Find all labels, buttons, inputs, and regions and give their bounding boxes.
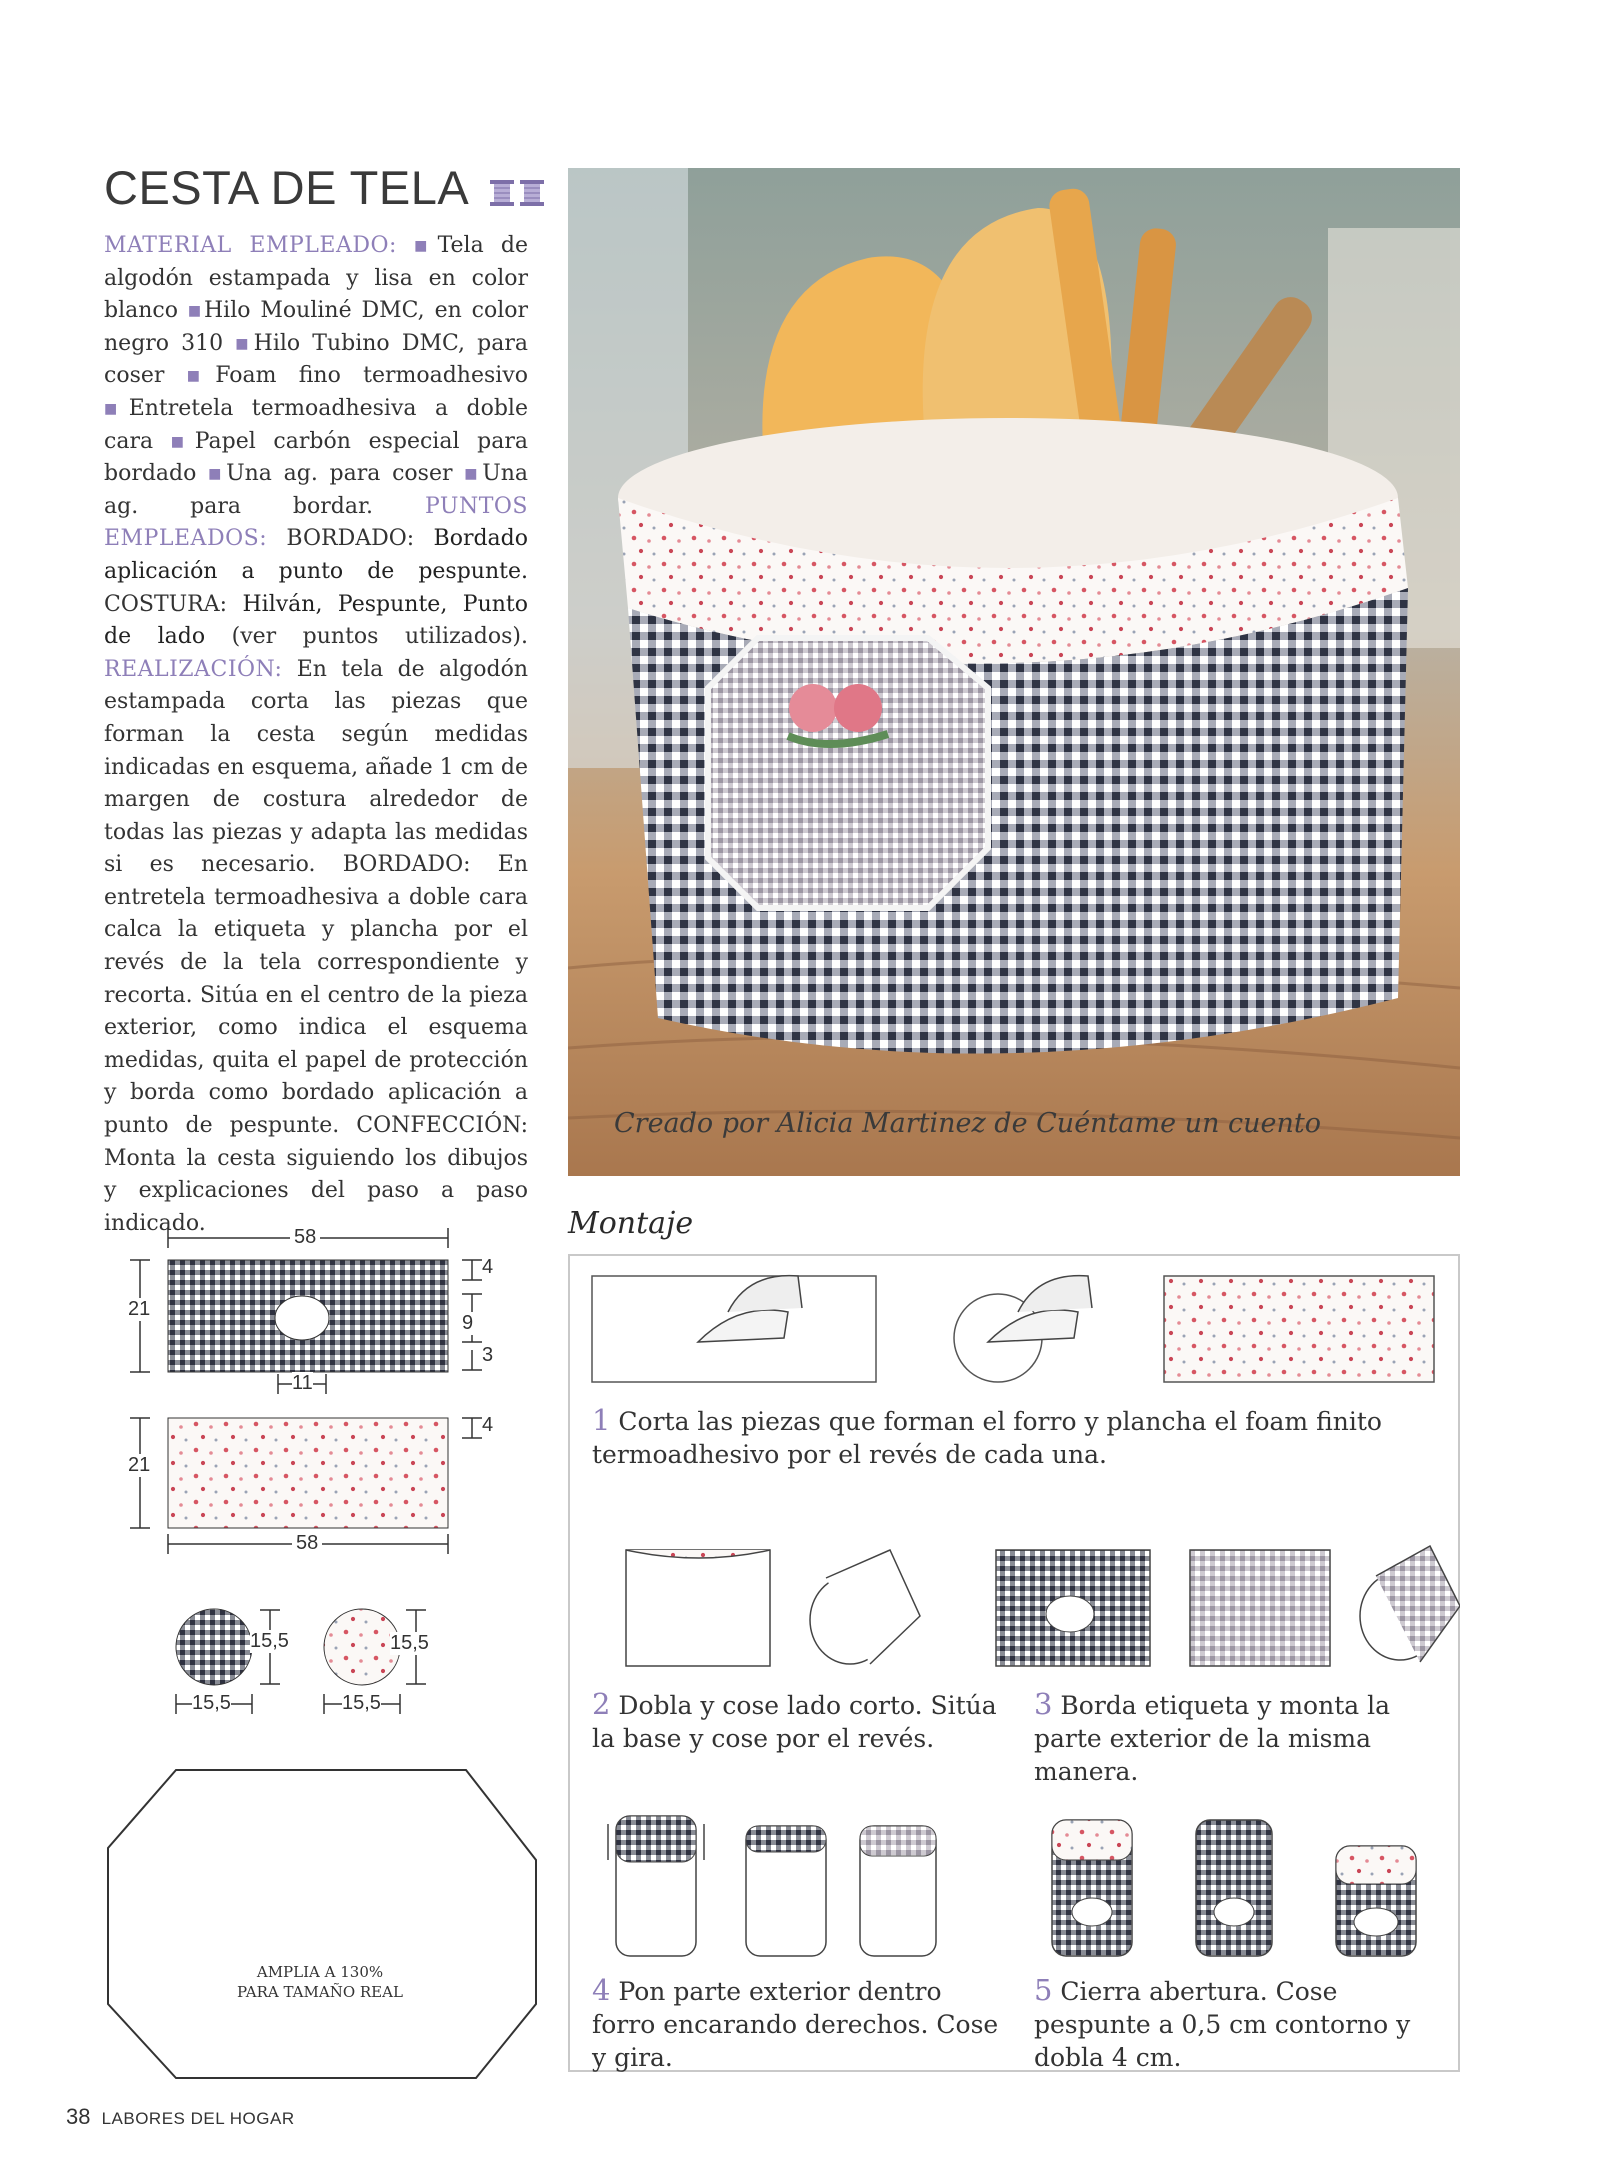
lining-fabric-piece (168, 1418, 448, 1528)
step-number: 3 (1034, 1687, 1053, 1721)
material-item: Foam fino termoadhesivo (215, 363, 528, 389)
step-number: 4 (592, 1973, 611, 2007)
dim-label-width: 11 (292, 1372, 313, 1394)
dim-base-lining-diameter: 15,5 (342, 1692, 381, 1714)
material-item: Papel carbón especial para bordado (104, 428, 528, 487)
material-label: MATERIAL EMPLEADO: (104, 233, 397, 258)
enlarge-note-line: PARA TAMAÑO REAL (237, 1983, 403, 2001)
page-number: 38 (66, 2104, 91, 2129)
enlarge-note (160, 1962, 480, 2002)
dim-outer-width: 58 (290, 1226, 320, 1249)
thread-spools-icon (488, 164, 546, 219)
bullet-square-icon: ■ (104, 400, 129, 417)
dim-base-lining-height: 15,5 (390, 1632, 429, 1654)
step-number: 1 (592, 1403, 611, 1437)
step-text: Dobla y cose lado corto. Sitúa la base y cose por el revés. (592, 1691, 997, 1753)
material-item: Hilo Mouliné DMC, en color negro 310 (104, 298, 528, 356)
realizacion-label: REALIZACIÓN: (104, 656, 283, 682)
step-text: Borda etiqueta y monta la parte exterior de la misma manera. (1034, 1691, 1390, 1786)
dim-label-bottom: 3 (482, 1344, 494, 1366)
bullet-square-icon: ■ (235, 335, 254, 352)
label-template-outline (100, 1764, 540, 2084)
enlarge-note-line: AMPLIA A 130% (256, 1963, 384, 1981)
lining-base-circle (324, 1609, 400, 1685)
step-text: Pon parte exterior dentro forro encarando derechos. Cose y gira. (592, 1977, 999, 2072)
basket-photo (568, 168, 1460, 1176)
material-item: Hilo Tubino DMC, para coser (104, 330, 528, 389)
dim-outer-height: 21 (128, 1298, 151, 1320)
realizacion-text: En tela de algodón estampada corta las piezas que forman la cesta según medidas indicadas en esquema, añade 1 cm de margen de costura alrededor de todas las piezas y adapta las medidas si es necesario. BORDADO: En entretela termoadhesiva a doble cara calca la etiqueta y plancha por el revés de la tela correspondiente y recorta. Sitúa en el centro de la pieza exterior, como indica el esquema medidas, quita el papel de protección y borda como bordado aplicación a punto de pespunte. CONFECCIÓN: Monta la cesta siguiendo los dibujos y explicaciones del paso a paso indicado. (104, 656, 528, 1236)
material-item: Tela de algodón estampada y lisa en color blanco (104, 233, 528, 324)
dim-label-top: 4 (482, 1256, 494, 1278)
bullet-square-icon: ■ (414, 238, 438, 254)
step-5 (1034, 1974, 1444, 2074)
dim-base-outer-diameter: 15,5 (192, 1692, 231, 1714)
montaje-title: Montaje (568, 1206, 694, 1241)
dim-lining-height: 21 (128, 1454, 151, 1476)
bullet-square-icon: ■ (170, 433, 195, 450)
step-2-3-illustration (600, 1536, 1460, 1680)
bordado-label: BORDADO: (286, 526, 415, 552)
step-text: Cierra abertura. Cose pespunte a 0,5 cm contorno y dobla 4 cm. (1034, 1977, 1411, 2072)
pattern-diagram (100, 1210, 540, 1740)
puntos-label: PUNTOS EMPLEADOS: (104, 493, 528, 552)
label-oval (275, 1296, 329, 1340)
dim-label-height: 9 (462, 1312, 474, 1334)
step-3 (1034, 1688, 1444, 1788)
bullet-square-icon: ■ (208, 466, 227, 483)
material-item: Entretela termoadhesiva a doble cara (104, 395, 528, 454)
puntos-note: (ver puntos utilizados). (231, 624, 528, 650)
material-item: Una ag. para coser (226, 461, 453, 487)
dim-lining-width: 58 (292, 1532, 322, 1555)
step-number: 2 (592, 1687, 611, 1721)
page-title-text: CESTA DE TELA (104, 161, 467, 214)
page-footer (66, 2104, 295, 2130)
costura-label: COSTURA: (104, 591, 228, 617)
dim-base-outer-height: 15,5 (250, 1630, 289, 1652)
bullet-square-icon: ■ (186, 368, 216, 385)
photo-caption: Creado por Alicia Martinez de Cuéntame un cuento (614, 1108, 1322, 1139)
bullet-square-icon: ■ (187, 303, 204, 320)
publication-name: LABORES DEL HOGAR (101, 2109, 295, 2128)
step-text: Corta las piezas que forman el forro y plancha el foam finito termoadhesivo por el revés de cada una. (592, 1407, 1382, 1469)
step-number: 5 (1034, 1973, 1053, 2007)
bordado-value: Bordado aplicación a punto de pespunte. (104, 526, 528, 584)
bullet-square-icon: ■ (464, 466, 483, 483)
step-4 (592, 1974, 1012, 2074)
step-4-5-illustration (596, 1800, 1456, 1964)
material-item: Una ag. para bordar. (104, 461, 529, 519)
page-title (104, 160, 546, 219)
step-2 (592, 1688, 1012, 1755)
dim-lining-top: 4 (482, 1414, 494, 1436)
costura-value: Hilván, Pespunte, Punto de lado (104, 591, 529, 650)
step-1-illustration (588, 1262, 1440, 1392)
outer-base-circle (176, 1609, 252, 1685)
step-1 (592, 1404, 1440, 1471)
instructions-text (104, 230, 528, 1240)
